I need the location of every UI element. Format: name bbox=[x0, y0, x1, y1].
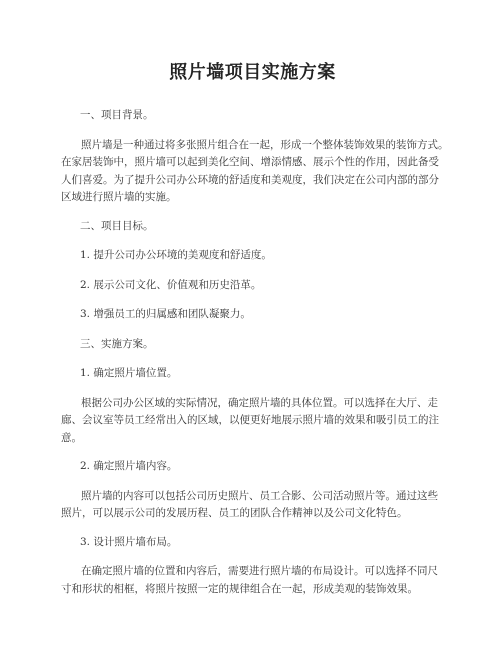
paragraph-line: 照片墙是一种通过将多张照片组合在一起，形成一个整体装饰效果的装饰方式。 bbox=[81, 138, 449, 151]
step-heading-layout: 3. 设计照片墙布局。 bbox=[80, 535, 178, 548]
paragraph-line: 在确定照片墙的位置和内容后，需要进行照片墙的布局设计。可以选择不同尺 bbox=[81, 565, 438, 577]
goal-item: 2. 展示公司文化、价值观和历史沿革。 bbox=[80, 278, 262, 291]
paragraph-line: 照片墙的内容可以包括公司历史照片、员工合影、公司活动照片等。通过这些 bbox=[81, 489, 438, 502]
section-heading-plan: 三、实施方案。 bbox=[80, 337, 154, 350]
document-title: 照片墙项目实施方案 bbox=[169, 62, 336, 83]
paragraph-layout bbox=[61, 563, 444, 598]
step-heading-location: 1. 确定照片墙位置。 bbox=[80, 367, 178, 379]
paragraph-line: 照片，可以展示公司的发展历程、员工的团队合作精神以及公司文化特色。 bbox=[61, 507, 408, 519]
paragraph-background bbox=[61, 137, 449, 207]
section-heading-background: 一、项目背景。 bbox=[80, 109, 154, 121]
paragraph-line: 在家居装饰中，照片墙可以起到美化空间、增添情感、展示个性的作用，因此备受 bbox=[61, 156, 439, 168]
step-heading-content: 2. 确定照片墙内容。 bbox=[80, 460, 178, 472]
paragraph-location bbox=[61, 395, 444, 448]
paragraph-content bbox=[61, 488, 444, 523]
paragraph-line: 寸和形状的相框，将照片按照一定的规律组合在一起，形成美观的装饰效果。 bbox=[61, 582, 418, 595]
paragraph-line: 廊、会议室等员工经常出入的区域，以便更好地展示照片墙的效果和吸引员工的注 bbox=[61, 414, 439, 426]
paragraph-line: 人们喜爱。为了提升公司办公环境的舒适度和美观度，我们决定在公司内部的部分 bbox=[61, 173, 439, 186]
section-heading-goals: 二、项目目标。 bbox=[80, 219, 154, 232]
paragraph-line: 区域进行照片墙的实施。 bbox=[61, 191, 177, 203]
paragraph-line: 意。 bbox=[61, 431, 82, 444]
goal-item: 1. 提升公司办公环境的美观度和舒适度。 bbox=[80, 249, 272, 261]
goal-item: 3. 增强员工的归属感和团队凝聚力。 bbox=[80, 308, 251, 320]
paragraph-line: 根据公司办公区域的实际情况，确定照片墙的具体位置。可以选择在大厅、走 bbox=[81, 396, 438, 409]
